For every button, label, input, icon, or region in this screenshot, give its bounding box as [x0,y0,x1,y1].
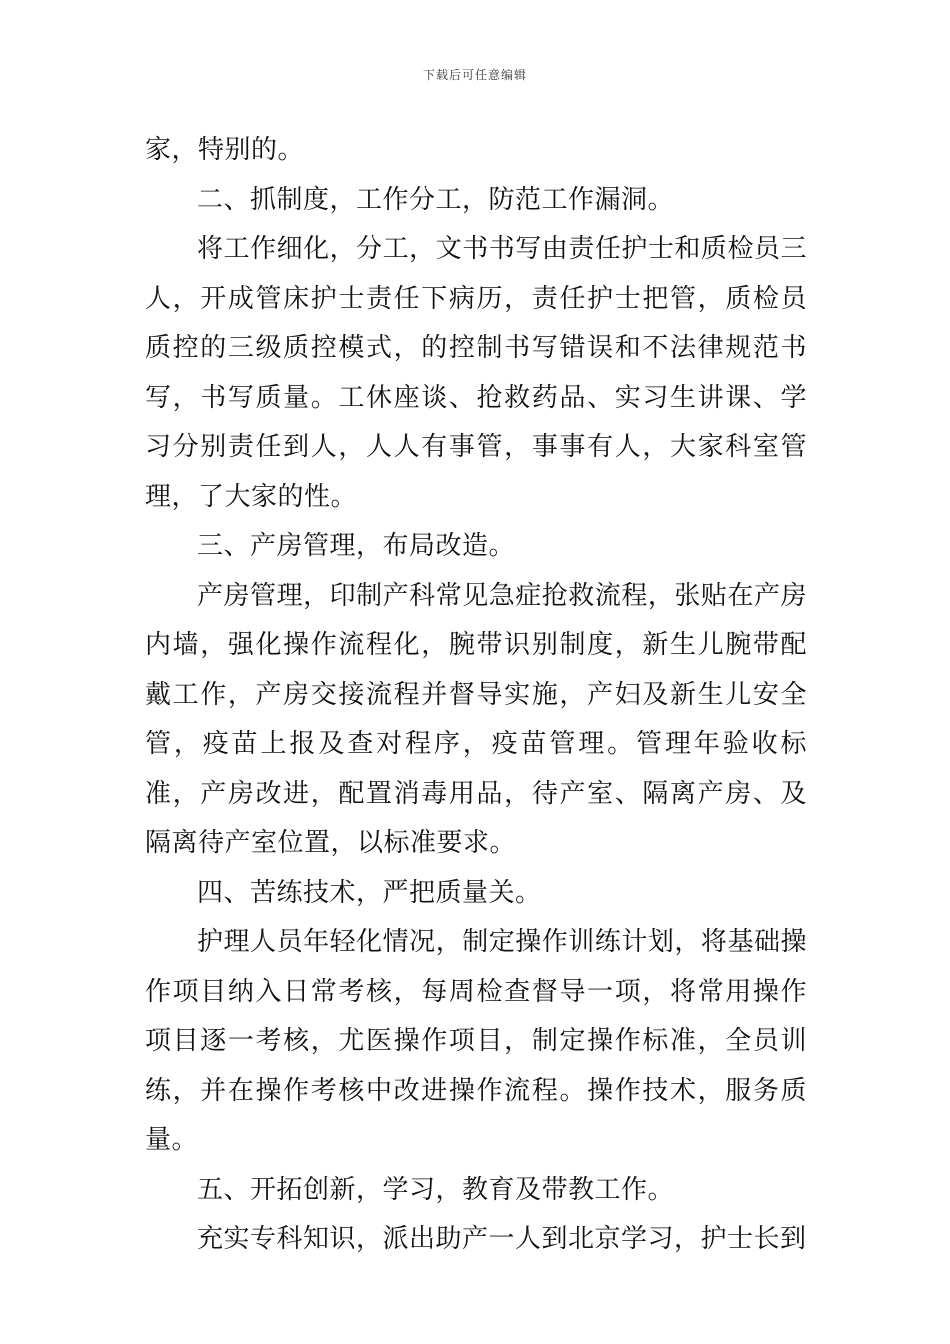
paragraph-2: 将工作细化，分工，文书书写由责任护士和质检员三人，开成管床护士责任下病历，责任护士把管，质检员质控的三级质控模式，的控制书写错误和不法律规范书写，书写质量。工休座谈、抢救药品、实习生讲课、学习分别责任到人，人人有事管，事事有人，大家科室管理，了大家的性。 [145,234,807,512]
paragraph-4: 护理人员年轻化情况，制定操作训练计划，将基础操作项目纳入日常考核，每周检查督导一项，将常用操作项目逐一考核，尤医操作项目，制定操作标准，全员训练，并在操作考核中改进操作流程。操作技术，服务质量。 [145,927,807,1155]
page-header: 下载后可任意编辑 [422,68,527,82]
section-heading-5: 五、开拓创新，学习，教育及带教工作。 [197,1174,675,1205]
section-heading-4: 四、苦练技术，严把质量关。 [197,877,542,908]
paragraph-5: 充实专科知识，派出助产一人到北京学习，护士长到 [197,1224,807,1254]
paragraph-3: 产房管理，印制产科常见急症抢救流程，张贴在产房内墙，强化操作流程化，腕带识别制度，新生儿腕带配戴工作，产房交接流程并督导实施，产妇及新生儿安全管，疫苗上报及查对程序，疫苗管理。管理年验收标准，产房改进，配置消毒用品，待产室、隔离产房、及隔离待产室位置，以标准要求。 [145,580,807,858]
document-body [145,126,807,1265]
paragraph-1: 家，特别的。 [145,135,305,165]
section-heading-3: 三、产房管理，布局改造。 [197,531,516,561]
section-heading-2: 二、抓制度，工作分工，防范工作漏洞。 [197,184,675,215]
